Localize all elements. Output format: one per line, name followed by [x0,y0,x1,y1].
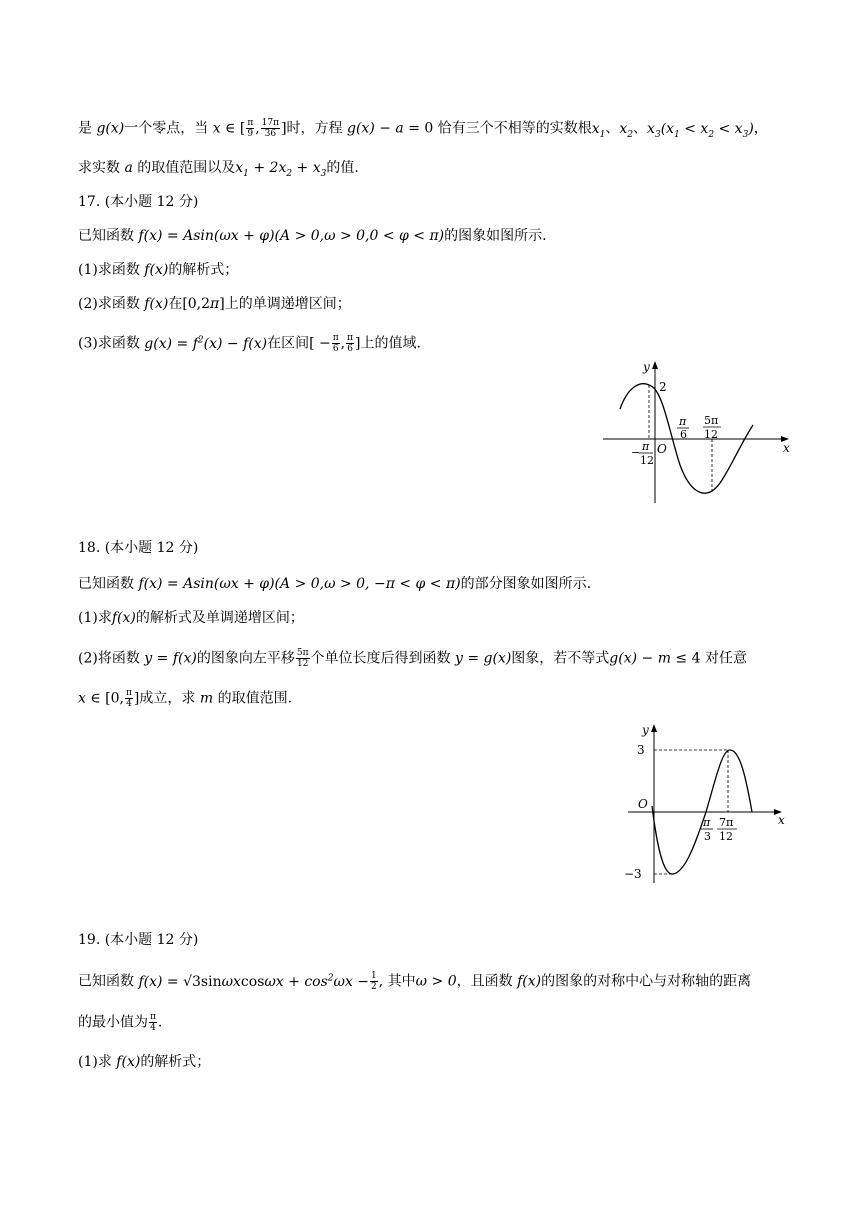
continuation-line-1: 是 g(x)一个零点，当 x ∈ [ $\frac{\pi}{9}$ , $\frac{17\pi}{36}$ ]时，方程 g(x) − a = 0 恰有三个不相等的实数根$x_1$、$x_2$、$x_3(x_1 < x_2 < x_3)$， [78,118,768,140]
q17-neg-sign: − [631,446,641,459]
q17-graph [595,355,800,510]
q18-tick2-den: 12 [719,830,733,843]
q18-part1: (1)求f(x)的解析式及单调递增区间； [78,610,304,626]
q19-stem: 已知函数 $f(x) = √3\sin\omega xcos\omega x + \cos^2\omega x$ − $\frac{1}{2}$ , 其中ω > 0，且函数 f(x)的图象的对称中心与对称轴的距离 [78,971,752,993]
q19-stem-line2: 的最小值为 $\frac{\pi}{4}$ . [78,1012,163,1033]
q17-tick1-den: 6 [680,428,687,441]
q19-part1: (1)求 f(x)的解析式； [78,1054,211,1070]
q18-tick1-den: 3 [704,830,711,843]
q18-stem: 已知函数 f(x) = Asin(ωx + φ)(A > 0,ω > 0, −π < φ < π)的部分图象如图所示. [78,576,592,592]
q18-y-arrow [651,724,657,732]
q18-part2-line1: (2)将函数 y = f(x)的图象向左平移 $\frac{5\pi}{12}$ 个单位长度后得到函数 y = g(x)图象，若不等式g(x) − m ≤ 4 对任意 [78,648,747,669]
q18-origin-label: O [638,797,648,811]
q18-min-label: −3 [624,867,642,881]
q18-part2-line2: x ∈ [0, $\frac{\pi}{4}$ ]成立，求 m 的取值范围. [78,688,293,709]
q17-origin-label: O [657,442,667,456]
q17-max-label: 2 [659,380,667,394]
q18-y-label: y [642,723,649,737]
q19-header: 19. (本小题 12 分) [78,932,199,948]
q18-x-label: x [778,813,785,827]
q18-max-label: 3 [637,743,645,757]
q18-tick2-num: 7π [719,816,734,829]
q18-header: 18. (本小题 12 分) [78,540,199,556]
q17-x-label: x [783,441,790,455]
q17-neg-tick-den: 12 [640,454,654,467]
q17-part2: (2)求函数 f(x)在[0,2π]上的单调递增区间； [78,296,351,312]
q17-tick2-den: 12 [704,428,718,441]
math: x [212,120,221,137]
q17-header: 17. (本小题 12 分) [78,194,199,210]
continuation-line-2: 求实数 a 的取值范围以及$x_1 + 2x_2 + x_3$的值. [78,160,359,179]
q17-part1: (1)求函数 f(x)的解析式； [78,262,239,278]
q17-part3: (3)求函数 $g(x) = f^2(x) - f(x)$在区间[ − $\frac{\pi}{6}$ , $\frac{\pi}{6}$ ]上的值域. [78,333,421,355]
q17-y-label: y [643,360,650,374]
q17-y-arrow [652,361,658,369]
q18-tick1-num: π [703,816,711,829]
q17-tick2-num: 5π [704,414,719,427]
q18-graph [620,718,800,888]
math: g(x) [96,120,125,137]
q17-neg-tick-num: π [642,440,650,453]
q17-tick1-num: π [679,415,687,428]
q17-stem: 已知函数 f(x) = Asin(ωx + φ)(A > 0,ω > 0,0 < φ < π)的图象如图所示. [78,228,547,244]
